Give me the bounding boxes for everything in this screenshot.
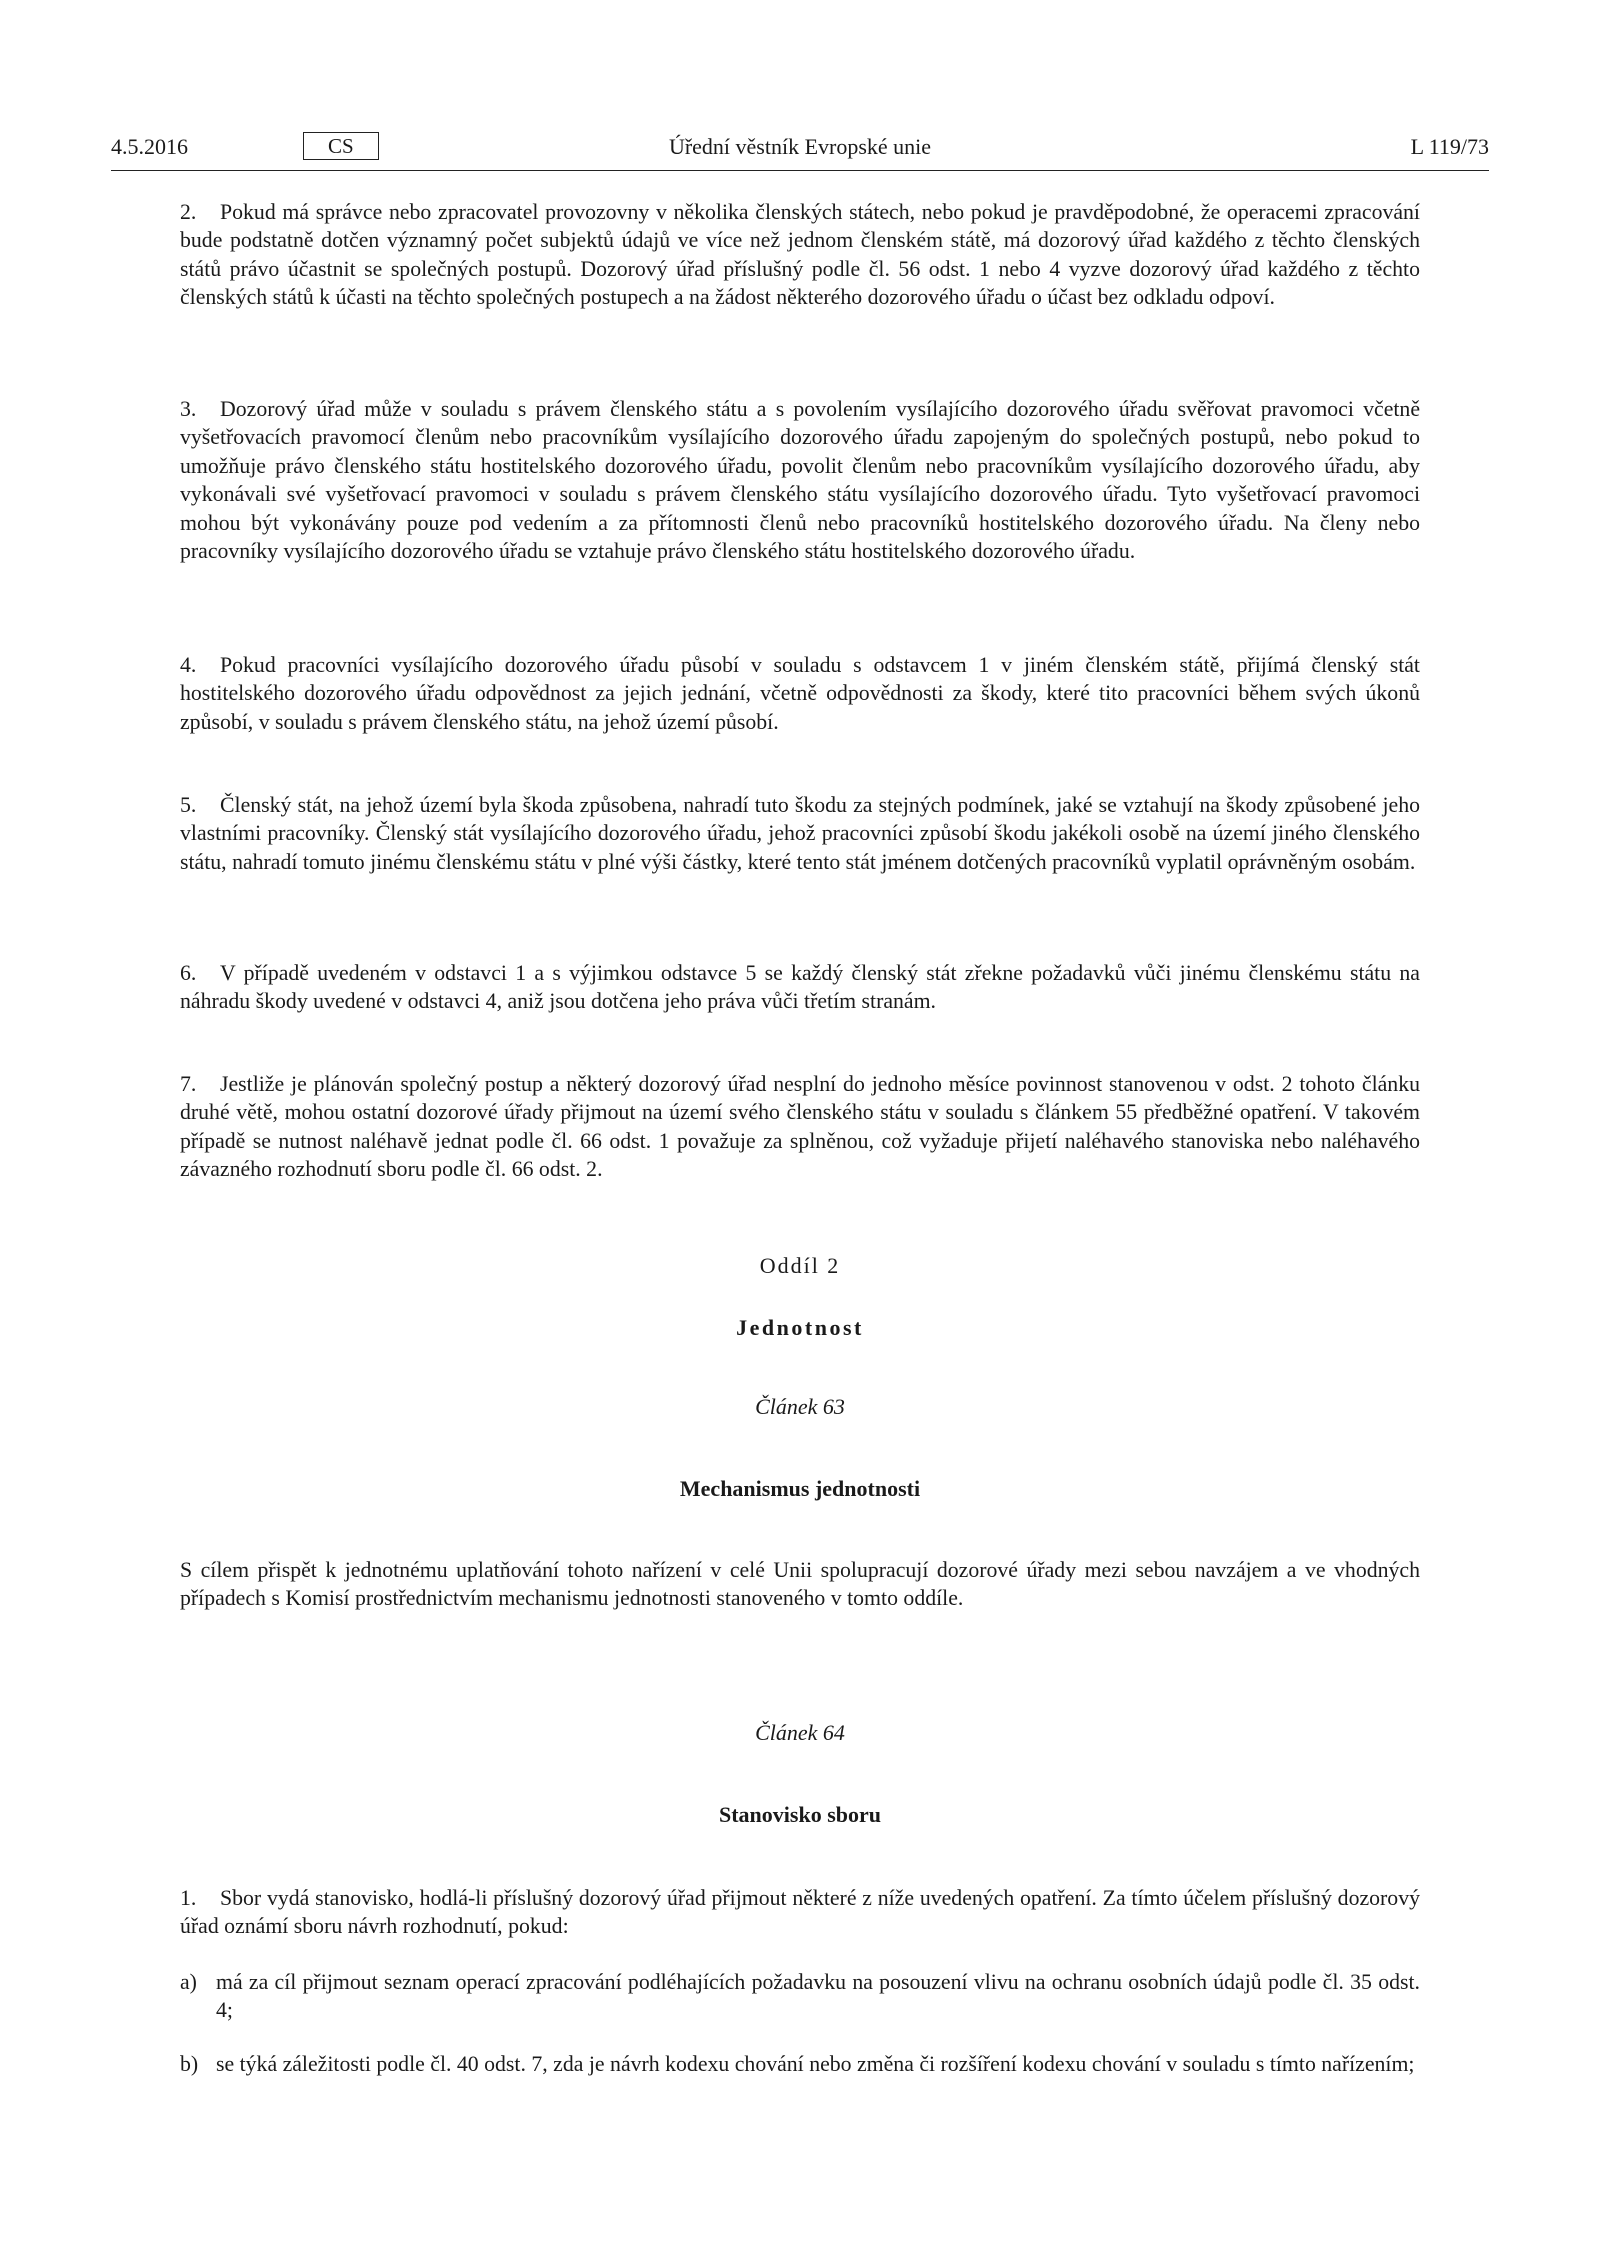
paragraph-number: 3. xyxy=(180,397,197,421)
list-item-a xyxy=(180,1968,1420,2025)
paragraph-6 xyxy=(180,959,1420,1016)
article-63-title: Mechanismus jednotnosti xyxy=(679,1476,921,1501)
article-63-text: S cílem přispět k jednotnému uplatňování tohoto nařízení v celé Unii spolupracují dozorové úřady mezi sebou navzájem a ve vhodných případech s Komisí prostřednictvím mechanismu jednotnosti stanoveného v tomto oddíle. xyxy=(180,1558,1420,1611)
article-64-title: Stanovisko sboru xyxy=(718,1802,881,1827)
paragraph-number: 1. xyxy=(180,1886,197,1910)
paragraph-text: Členský stát, na jehož území byla škoda způsobena, nahradí tuto škodu za stejných podmínek, jaké se vztahují na škody způsobené jeho vlastními pracovníky. Členský stát vysílajícího dozorového úřadu, jehož pracovníci způsobí škodu jakékoli osobě na území jiného členského státu, nahradí tomuto jinému členskému státu v plné výši částky, které tento stát jménem dotčených pracovníků vyplatil oprávněným osobám. xyxy=(180,793,1420,874)
paragraph-5 xyxy=(180,791,1420,876)
paragraph-text: Pokud má správce nebo zpracovatel provozovny v několika členských státech, nebo pokud je pravděpodobné, že operacemi zpracování bude podstatně dotčen významný počet subjektů údajů ve více než jednom členském státě, má dozorový úřad každého z těchto členských států právo účastnit se společných postupů. Dozorový úřad příslušný podle čl. 56 odst. 1 nebo 4 vyzve dozorový úřad každého z těchto členských států k účasti na těchto společných postupech a na žádost některého dozorového úřadu o účast bez odkladu odpoví. xyxy=(180,200,1420,310)
paragraph-number: 7. xyxy=(180,1072,197,1096)
list-item-text: má za cíl přijmout seznam operací zpracování podléhajících požadavku na posouzení vlivu na ochranu osobních údajů podle čl. 35 odst. 4; xyxy=(216,1970,1420,2023)
paragraph-3 xyxy=(180,395,1420,565)
paragraph-number: 2. xyxy=(180,200,197,224)
paragraph-text: V případě uvedeném v odstavci 1 a s výjimkou odstavce 5 se každý členský stát zřekne požadavků vůči jinému členskému státu na náhradu škody uvedené v odstavci 4, aniž jsou dotčena jeho práva vůči třetím stranám. xyxy=(180,961,1420,1014)
list-item-text: se týká záležitosti podle čl. 40 odst. 7, zda je návrh kodexu chování nebo změna či rozšíření kodexu chování v souladu s tímto nařízením; xyxy=(216,2052,1415,2076)
header-date: 4.5.2016 xyxy=(111,134,188,159)
header-language-box: CS xyxy=(303,132,379,160)
section-title: Jednotnost xyxy=(736,1315,864,1340)
article-64-label: Článek 64 xyxy=(755,1720,845,1745)
page-header xyxy=(111,132,1489,171)
paragraph-2 xyxy=(180,198,1420,312)
paragraph-number: 6. xyxy=(180,961,197,985)
list-item-label: b) xyxy=(180,2052,199,2076)
header-journal-title: Úřední věstník Evropské unie xyxy=(668,134,932,159)
paragraph-number: 5. xyxy=(180,793,197,817)
list-item-b xyxy=(180,2050,1420,2078)
paragraph-7 xyxy=(180,1070,1420,1184)
paragraph-4 xyxy=(180,651,1420,736)
paragraph-text: Sbor vydá stanovisko, hodlá-li příslušný dozorový úřad přijmout některé z níže uvedených opatření. Za tímto účelem příslušný dozorový úřad oznámí sboru návrh rozhodnutí, pokud: xyxy=(180,1886,1420,1939)
paragraph-text: Pokud pracovníci vysílajícího dozorového úřadu působí v souladu s odstavcem 1 v jiném členském státě, přijímá členský stát hostitelského dozorového úřadu odpovědnost za jejich jednání, včetně odpovědnosti za škody, které tito pracovníci během svých úkonů způsobí, v souladu s právem členského státu, na jehož území působí. xyxy=(180,653,1420,734)
list-item-label: a) xyxy=(180,1970,197,1994)
paragraph-text: Jestliže je plánován společný postup a některý dozorový úřad nesplní do jednoho měsíce povinnost stanovenou v odst. 2 tohoto článku druhé větě, mohou ostatní dozorové úřady přijmout na území svého členského státu v souladu s článkem 55 předběžné opatření. V takovém případě se nutnost naléhavě jednat podle čl. 66 odst. 1 považuje za splněnou, což vyžaduje přijetí naléhavého stanoviska nebo naléhavého závazného rozhodnutí sboru podle čl. 66 odst. 2. xyxy=(180,1072,1420,1182)
paragraph-number: 4. xyxy=(180,653,197,677)
article-63-label: Článek 63 xyxy=(755,1394,845,1419)
paragraph-text: Dozorový úřad může v souladu s právem členského státu a s povolením vysílajícího dozorového úřadu svěřovat pravomoci včetně vyšetřovacích pravomocí členům nebo pracovníkům vysílajícího dozorového úřadu zapojeným do společných postupů, nebo pokud to umožňuje právo členského státu hostitelského dozorového úřadu, povolit členům nebo pracovníkům vysílajícího dozorového úřadu, aby vykonávali své vyšetřovací pravomoci v souladu s právem členského státu vysílajícího dozorového úřadu. Tyto vyšetřovací pravomoci mohou být vykonávány pouze pod vedením a za přítomnosti členů nebo pracovníků hostitelského dozorového úřadu. Na členy nebo pracovníky vysílajícího dozorového úřadu se vztahuje právo členského státu hostitelského dozorového úřadu. xyxy=(180,397,1420,564)
header-page-reference: L 119/73 xyxy=(1410,134,1489,159)
section-label: Oddíl 2 xyxy=(759,1253,841,1278)
article-64-paragraph-1 xyxy=(180,1884,1420,1941)
